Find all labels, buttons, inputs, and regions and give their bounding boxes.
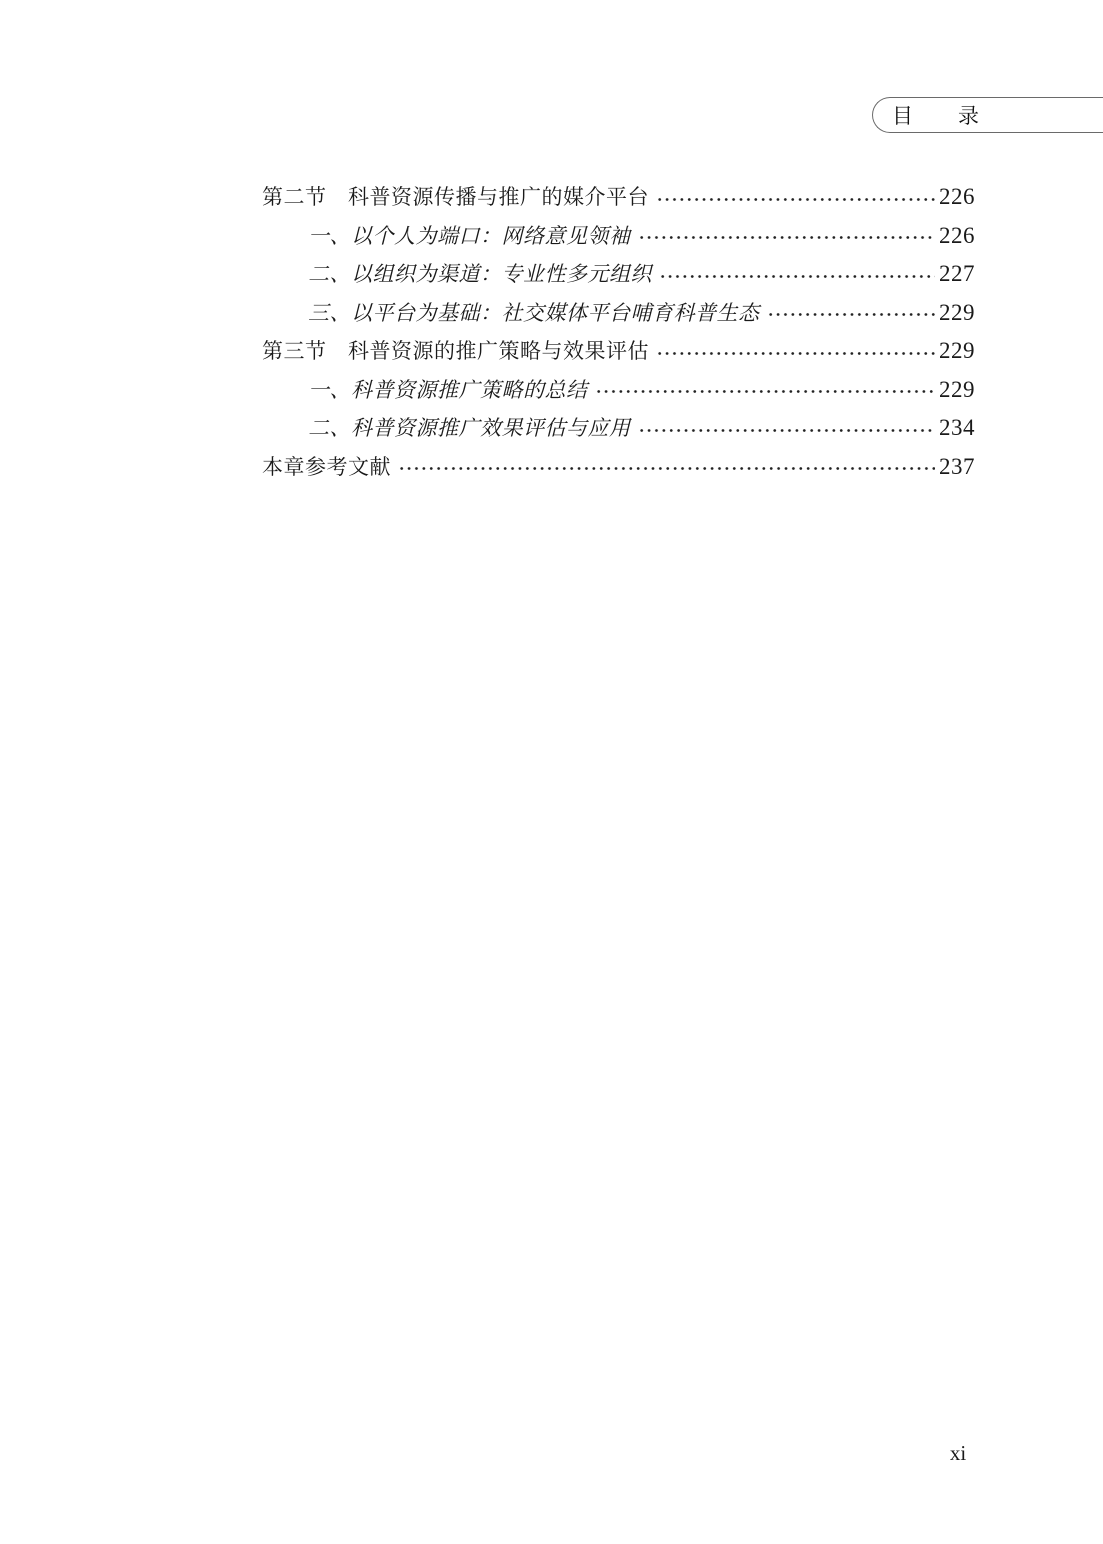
dot-leader <box>595 371 936 410</box>
table-of-contents <box>262 178 975 486</box>
toc-entry <box>262 409 975 448</box>
toc-entry-page: 226 <box>939 184 975 209</box>
toc-entry <box>262 217 975 256</box>
dot-leader <box>638 217 936 256</box>
toc-entry-title: 三、以平台为基础：社交媒体平台哺育科普生态 <box>308 300 760 325</box>
toc-entry-title: 本章参考文献 <box>262 454 391 479</box>
header-tab <box>872 97 1103 133</box>
page-folio: xi <box>949 1441 967 1465</box>
toc-entry-title: 一、以个人为端口：网络意见领袖 <box>308 223 631 248</box>
dot-leader <box>638 409 936 448</box>
dot-leader <box>767 294 936 333</box>
toc-entry <box>262 448 975 487</box>
toc-entry-page: 234 <box>939 415 975 440</box>
toc-entry-page: 226 <box>939 222 975 248</box>
toc-entry <box>262 371 975 410</box>
toc-entry-page: 229 <box>939 376 975 402</box>
toc-entry-title: 一、科普资源推广策略的总结 <box>308 377 588 402</box>
header-tab-label: 目 录 <box>892 104 980 128</box>
dot-leader <box>398 448 935 487</box>
toc-entry-page: 227 <box>939 261 975 286</box>
toc-entry-page: 229 <box>939 338 975 363</box>
toc-entry <box>262 255 975 294</box>
toc-entry-page: 237 <box>939 453 975 479</box>
dot-leader <box>656 178 935 217</box>
toc-entry <box>262 332 975 371</box>
dot-leader <box>659 255 935 294</box>
toc-entry <box>262 178 975 217</box>
toc-entry <box>262 294 975 333</box>
toc-entry-title: 第三节 科普资源的推广策略与效果评估 <box>262 339 649 363</box>
toc-entry-title: 二、以组织为渠道：专业性多元组织 <box>308 262 652 286</box>
toc-entry-title: 二、科普资源推广效果评估与应用 <box>308 416 631 440</box>
dot-leader <box>656 332 935 371</box>
toc-entry-page: 229 <box>939 299 975 325</box>
toc-entry-title: 第二节 科普资源传播与推广的媒介平台 <box>262 185 649 209</box>
